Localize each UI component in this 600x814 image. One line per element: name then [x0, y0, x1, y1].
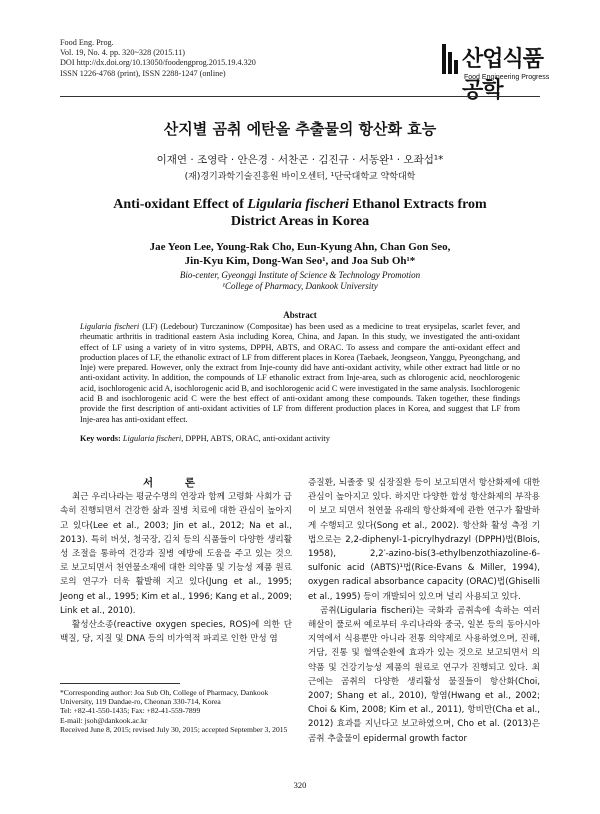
footnote-rule	[60, 683, 180, 684]
keywords-species: Ligularia fischeri	[122, 434, 182, 443]
affiliation-english	[0, 270, 600, 292]
logo-korean-text: 산업식품공학	[462, 47, 544, 103]
right-paragraph-1: 증질환, 뇌졸중 및 심장질환 등이 보고되면서 항산화제에 대한 관심이 높아지고 있다. 하지만 다양한 합성 항산화제의 부작용이 보고 되면서 천연물 유래의 항산화제에 관한 연구가 활발하게 수행되고 있다(Song et al., 2002). 항산화 활성 측정 기법으로는 2,2-diphenyl-1-picrylhydrazyl (DPPH)법(Blois, 1958), 2,2′-azino-bis(3-ethylbenzothiazoline-6-sulfonic acid (ABTS)¹법(Rice-Evans & Miller, 1994), oxygen radical absorbance capacity (ORAC)법(Ghiselli et al., 1995) 등이 개발되어 있으며 널리 사용되고 있다.	[308, 478, 540, 602]
left-paragraph-2: 활성산소종(reactive oxygen species, ROS)에 의한 단백질, 당, 지질 및 DNA 등의 비가역적 파괴로 인한 만성 염	[60, 620, 292, 645]
left-column	[60, 476, 292, 646]
header-rule	[60, 96, 540, 97]
logo-english-text: Food Engineering Progress	[464, 74, 550, 81]
left-paragraph-1: 최근 우리나라는 평균수명의 연장과 함께 고령화 사회가 급속히 진행되면서 건강한 삶과 질병 치료에 대한 관심이 높아지고 있다(Lee et al., 2003; Jin et al., 2012; Na et al., 2013). 특히 버섯, 청국장, 김치 등의 식품들이 다양한 생리활성 조절을 통하여 건강과 질병 예방에 도움을 주고 있는 것으로 보고되면서 천연물소재에 대한 의약품 및 기능성 제품 원료로의 연구가 더욱 활발해 지고 있다(Jung et al., 1995; Jeong et al., 1995; Kim et al., 1996; Kang et al., 2009; Link et al., 2010).	[60, 492, 292, 616]
logo-bars-icon	[440, 44, 458, 74]
title-korean: 산지별 곰취 에탄올 추출물의 항산화 효능	[163, 120, 437, 138]
journal-issn: ISSN 1226-4768 (print), ISSN 2288-1247 (online)	[60, 68, 226, 78]
title-english-post: Ethanol Extracts from	[348, 197, 487, 212]
footnote-tel: Tel: +82-41-550-1435; Fax: +82-41-559-7899	[60, 706, 201, 716]
title-english-line2: District Areas in Korea	[230, 214, 370, 229]
footnote-email[interactable]: E-mail: jsoh@dankook.ac.kr	[60, 715, 148, 725]
section-heading: 서 론	[143, 477, 209, 489]
footnote	[60, 688, 292, 734]
title-english-species: Ligularia fischeri	[247, 197, 349, 212]
journal-header	[60, 38, 256, 79]
journal-name: Food Eng. Prog.	[60, 38, 114, 47]
footnote-corresponding: *Corresponding author: Joa Sub Oh, College of Pharmacy, Dankook University, 119 Dandae-ro, Cheonan 330-714, Korea	[60, 688, 269, 707]
authors-english-line1: Jae Yeon Lee, Young-Rak Cho, Eun-Kyung Ahn, Chan Gon Seo,	[149, 241, 451, 253]
keywords	[80, 434, 520, 443]
keywords-label: Key words:	[80, 434, 121, 443]
abstract-text: (LF) (Ledebour) Turczaninow (Compositae) has been used as a medicine to treat erysipelas, scarlet fever, and rheumatic arthritis in traditional eastern Asia including Korea, China, and Japan. In this study, we investigated the anti-oxidant effect of LF using a variety of in vitro systems, DPPH, ABTS, and ORAC. To assess and compare the anti-oxidant effect and production places of LF, the ethanolic extract of LF from different places in Korea (Taebaek, Jeongseon, Yanggu, Pyeongchang, and Inje) were prepared. However, only the extract from Inje-county did have anti-oxidant activity, while other extract had little or no anti-oxidant activity. In addition, the compounds of LF ethanolic extract from Inje-area, such as chlorogenic acid, neochlorogenic acid, isochlorogenic acid A, isochlorogenic acid B, and isochlorogenic acid C were investigated in the same analysis. Isochlorogenic acid B and isochlorogenic acid C were the best effect of anti-oxidant among these compounds. Taken together, these findings provide the first description of anti-oxidant activities of LF from different production places in Korea, and suggest that LF from Inje-area has anti-oxidant effect.	[80, 322, 520, 424]
authors-english-line2: Jin-Kyu Kim, Dong-Wan Seo¹, and Joa Sub Oh¹*	[184, 255, 416, 267]
journal-doi[interactable]: DOI http://dx.doi.org/10.13050/foodengprog.2015.19.4.320	[60, 58, 256, 68]
title-english	[0, 196, 600, 230]
affiliation-korean: (재)경기과학기술진흥원 바이오센터, ¹단국대학교 약학대학	[184, 172, 416, 182]
abstract-species: Ligularia fischeri	[80, 322, 140, 331]
keywords-list: , DPPH, ABTS, ORAC, anti-oxidant activity	[181, 434, 330, 443]
authors-english	[0, 240, 600, 268]
title-english-pre: Anti-oxidant Effect of	[113, 197, 248, 212]
abstract-heading: Abstract	[283, 310, 317, 320]
footnote-dates: Received June 8, 2015; revised July 30, 2015; accepted September 3, 2015	[60, 724, 288, 734]
right-column	[308, 476, 540, 746]
authors-korean: 이재연 · 조영락 · 안은경 · 서찬곤 · 김진규 · 서동완¹ · 오좌섭¹*	[156, 154, 444, 166]
abstract-body	[80, 322, 520, 425]
right-paragraph-2: 곰취(Ligularia fischeri)는 국화과 곰취속에 속하는 여러해살이 풀로써 예로부터 우리나라와 중국, 일본 등의 동아시아 지역에서 식용뿐만 아니라 전통 의약제로 사용하였으며, 진해, 거담, 진통 및 혈액순환에 효과가 있는 것으로 보고되면서 의약품 및 건강기능성 제품의 원료로 연구가 진행되고 있다. 최근에는 곰취의 다양한 생리활성 물질들이 항산화(Choi, 2007; Shang et al., 2010), 항염(Hwang et al., 2002; Choi & Kim, 2008; Kim et al., 2011), 항비만(Cha et al., 2012) 효과를 지닌다고 보고하였으며, Cho et al. (2013)은 곰취 추출물이 epidermal growth factor	[308, 605, 540, 744]
page-number: 320	[293, 780, 307, 790]
journal-logo	[440, 42, 560, 103]
affiliation-english-line1: Bio-center, Gyeonggi Institute of Science & Technology Promotion	[179, 270, 421, 280]
journal-volume: Vol. 19, No. 4. pp. 320~328 (2015.11)	[60, 48, 185, 58]
affiliation-english-line2: ¹College of Pharmacy, Dankook University	[222, 281, 378, 291]
